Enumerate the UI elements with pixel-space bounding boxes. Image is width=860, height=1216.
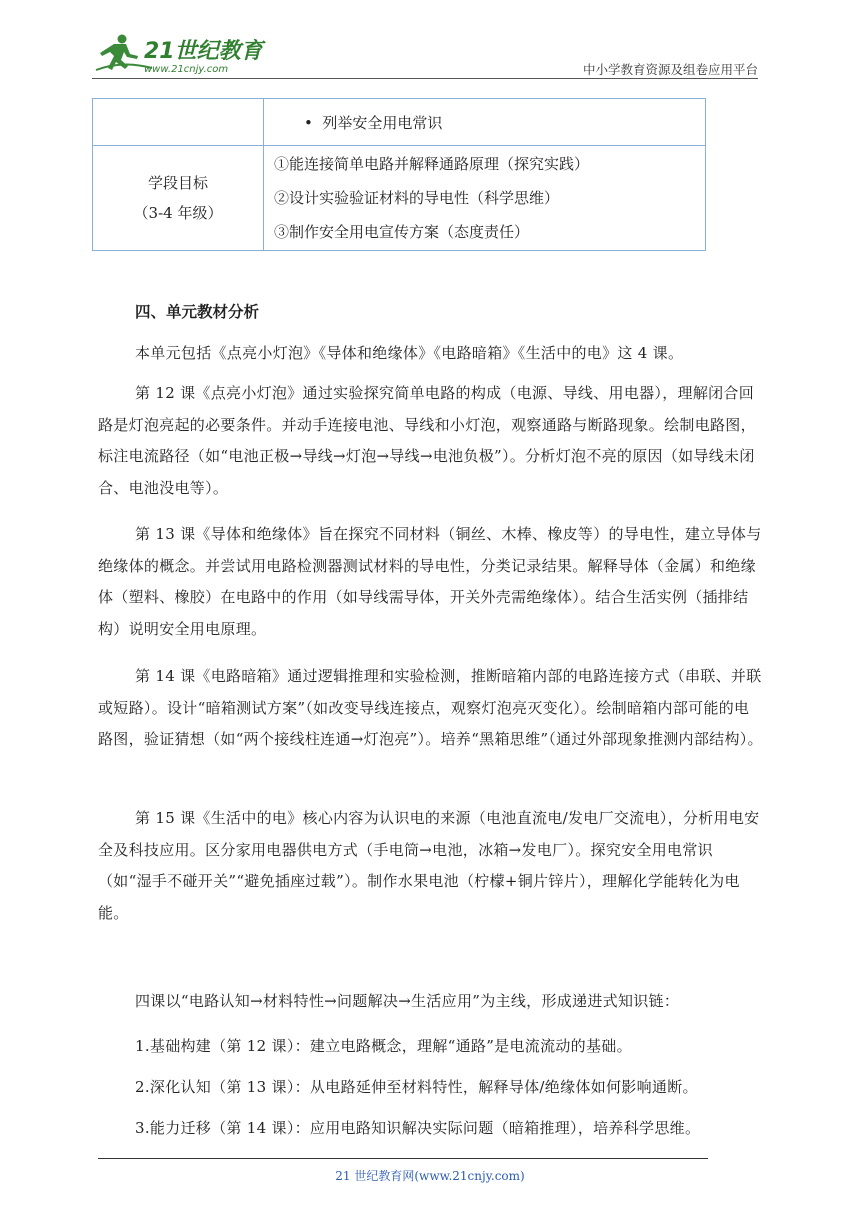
section-title: 四、单元教材分析: [135, 303, 260, 321]
goal-item: ③制作安全用电宣传方案（态度责任）: [274, 223, 530, 241]
bullet-text: 列举安全用电常识: [322, 113, 443, 132]
svg-text:21世纪教育: 21世纪教育: [144, 39, 263, 64]
table-cell-empty: [93, 99, 264, 146]
goal-item: ①能连接简单电路并解释通路原理（探究实践）: [274, 155, 590, 173]
table-row: [93, 146, 706, 251]
goal-item: ②设计实验验证材料的导电性（科学思维）: [274, 189, 560, 207]
paragraph-lesson-13: 第 13 课《导体和绝缘体》旨在探究不同材料（铜丝、木棒、橡皮等）的导电性，建立导体与绝缘体的概念。并尝试用电路检测器测试材料的导电性，分类记录结果。解释导体（金属）和绝缘体（塑料、橡胶）在电路中的作用（如导线需导体，开关外壳需绝缘体）。结合生活实例（插排结构）说明安全用电原理。: [98, 525, 762, 638]
paragraph-intro: 本单元包括《点亮小灯泡》《导体和绝缘体》《电路暗箱》《生活中的电》这 4 课。: [135, 344, 684, 362]
grade-label: （3-4 年级）: [133, 204, 223, 222]
footer-link[interactable]: 21 世纪教育网(www.21cnjy.com): [335, 1169, 525, 1183]
bullet-item: [274, 112, 704, 133]
site-logo[interactable]: [92, 30, 292, 80]
bullet-dot-icon: •: [304, 113, 323, 132]
table-cell-label: [93, 146, 264, 251]
stage-label: 学段目标: [147, 174, 208, 192]
paragraph-lesson-14: 第 14 课《电路暗箱》通过逻辑推理和实验检测，推断暗箱内部的电路连接方式（串联、并联或短路）。设计“暗箱测试方案”（如改变导线连接点，观察灯泡亮灭变化）。绘制暗箱内部可能的电路图，验证猜想（如“两个接线柱连通→灯泡亮”）。培养“黑箱思维”（通过外部现象推测内部结构）。: [98, 667, 763, 748]
table-row: [93, 99, 706, 146]
header-divider: [92, 78, 758, 79]
footer-divider: [98, 1158, 708, 1159]
platform-name: 中小学教育资源及组卷应用平台: [582, 62, 758, 77]
paragraph-lesson-12: 第 12 课《点亮小灯泡》通过实验探究简单电路的构成（电源、导线、用电器），理解闭合回路是灯泡亮起的必要条件。并动手连接电池、导线和小灯泡，观察通路与断路现象。绘制电路图，标注电流路径（如“电池正极→导线→灯泡→导线→电池负极”）。分析灯泡不亮的原因（如导线未闭合、电池没电等）。: [98, 384, 756, 497]
table-cell-goals: [264, 146, 706, 251]
paragraph-lesson-15: 第 15 课《生活中的电》核心内容为认识电的来源（电池直流电/发电厂交流电），分析用电安全及科技应用。区分家用电器供电方式（手电筒→电池，冰箱→发电厂）。探究安全用电常识（如“湿手不碰开关”“避免插座过载”）。制作水果电池（柠檬+铜片锌片），理解化学能转化为电能。: [98, 809, 760, 922]
list-item: 1.基础构建（第 12 课）：建立电路概念，理解“通路”是电流流动的基础。: [135, 1037, 632, 1055]
list-item: 3.能力迁移（第 14 课）：应用电路知识解决实际问题（暗箱推理），培养科学思维。: [135, 1119, 701, 1137]
paragraph-summary: 四课以“电路认知→材料特性→问题解决→生活应用”为主线，形成递进式知识链：: [135, 992, 680, 1010]
goals-table: [92, 98, 706, 251]
list-item: 2.深化认知（第 13 课）：从电路延伸至材料特性，解释导体/绝缘体如何影响通断。: [135, 1078, 698, 1096]
table-cell: [264, 99, 706, 146]
page-header: [92, 30, 758, 80]
svg-text:www.21cnjy.com: www.21cnjy.com: [144, 64, 229, 75]
